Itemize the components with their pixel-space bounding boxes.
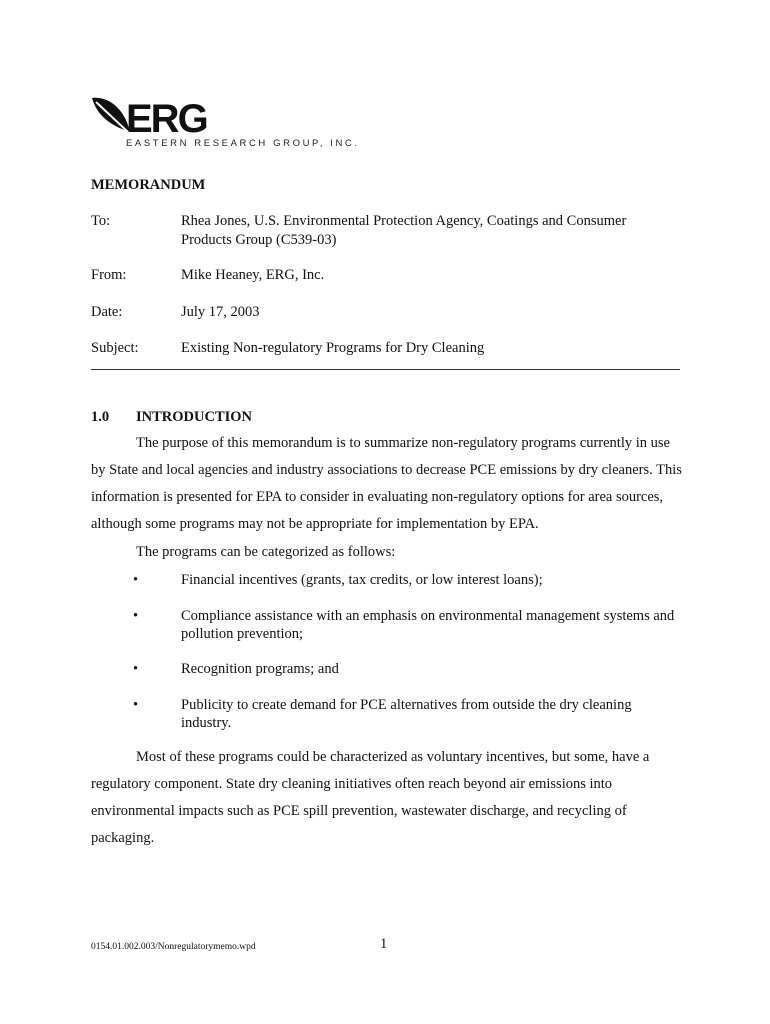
from-value: Mike Heaney, ERG, Inc. <box>181 267 325 283</box>
subject-value: Existing Non-regulatory Programs for Dry Cleaning <box>181 340 485 356</box>
closing-paragraph: Most of these programs could be characterized as voluntary incentives, but some, have a regulatory component. State dry cleaning initiatives often reach beyond air emissions into environmental impacts such as PCE spill prevention, wastewater discharge, and recycling of packaging. <box>91 749 650 846</box>
bullet-icon: • <box>133 608 139 624</box>
from-label: From: <box>91 267 127 283</box>
logo-wordmark: ERG <box>126 97 207 141</box>
date-label: Date: <box>91 304 123 320</box>
bullet-icon: • <box>133 697 139 713</box>
to-value: Rhea Jones, U.S. Environmental Protection Agency, Coatings and Consumer Products Group (C539-03) <box>181 213 627 248</box>
leaf-logo-icon <box>90 92 330 142</box>
list-item-text: Compliance assistance with an emphasis on environmental management systems and pollution prevention; <box>181 608 675 642</box>
section-number: 1.0 <box>91 409 110 425</box>
list-intro: The programs can be categorized as follows: <box>136 544 396 560</box>
to-label: To: <box>91 213 111 229</box>
list-item-text: Financial incentives (grants, tax credits, or low interest loans); <box>181 572 543 588</box>
list-item-text: Publicity to create demand for PCE alternatives from outside the dry cleaning industry. <box>181 697 632 731</box>
section-title: INTRODUCTION <box>136 409 253 425</box>
logo-tagline: EASTERN RESEARCH GROUP, INC. <box>126 138 360 149</box>
bullet-icon: • <box>133 572 139 588</box>
date-value: July 17, 2003 <box>181 304 260 320</box>
subject-label: Subject: <box>91 340 139 356</box>
memo-title: MEMORANDUM <box>91 177 206 193</box>
list-item-text: Recognition programs; and <box>181 661 339 677</box>
header-divider <box>91 369 680 370</box>
page-number: 1 <box>380 936 388 952</box>
bullet-icon: • <box>133 661 139 677</box>
erg-logo <box>90 92 360 152</box>
footer-file-path: 0154.01.002.003/Nonregulatorymemo.wpd <box>91 942 256 952</box>
intro-paragraph: The purpose of this memorandum is to summarize non-regulatory programs currently in use by State and local agencies and industry associations to decrease PCE emissions by dry cleaners. This information is presented for EPA to consider in evaluating non-regulatory options for area sources, although some programs may not be appropriate for implementation by EPA. <box>91 435 682 532</box>
